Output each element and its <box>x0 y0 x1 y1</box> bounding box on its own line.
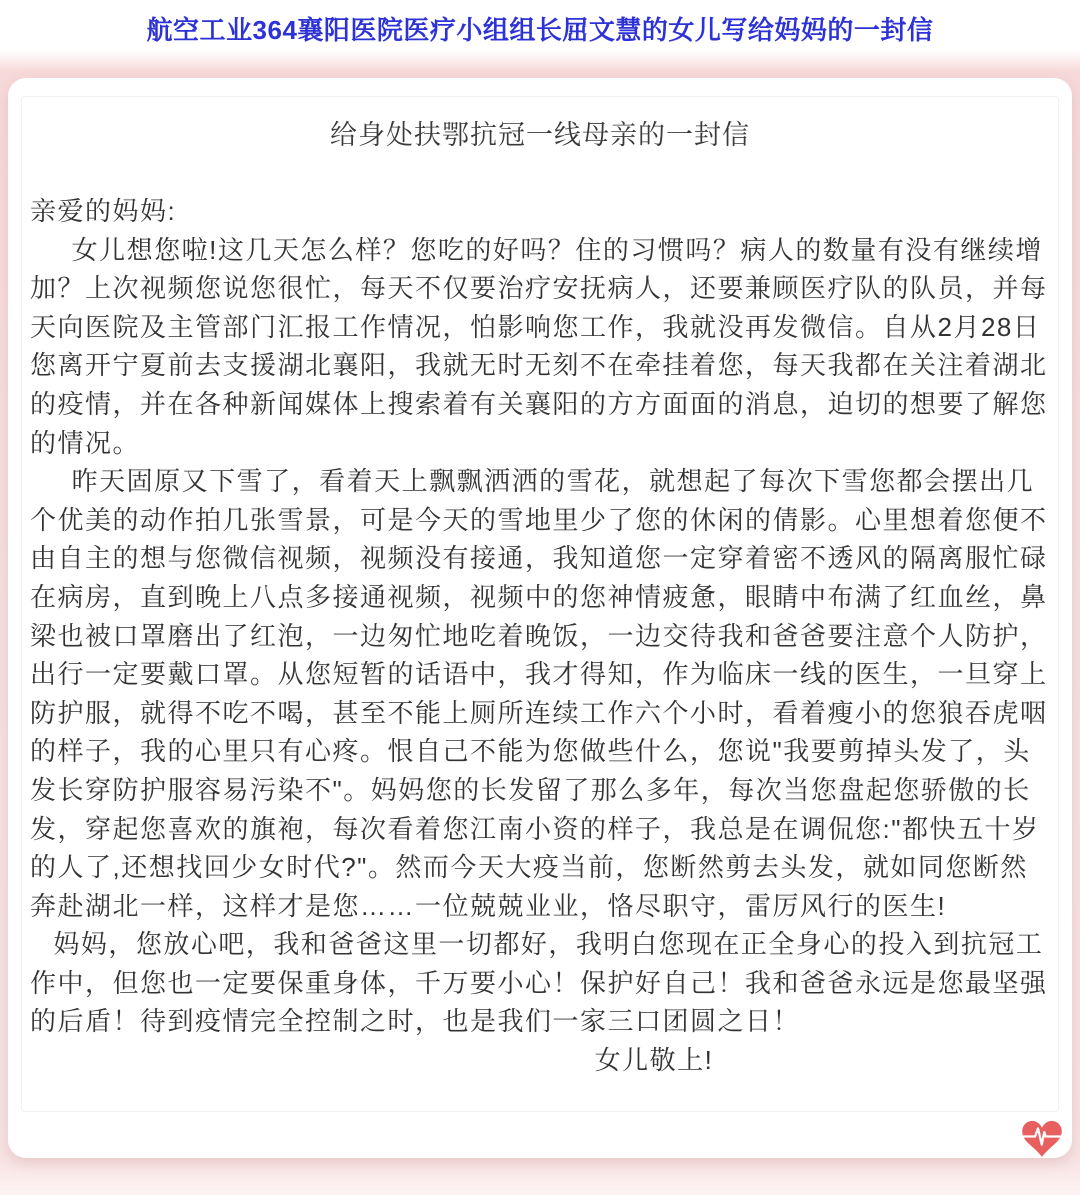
letter-paragraph-3: 妈妈，您放心吧，我和爸爸这里一切都好，我明白您现在正全身心的投入到抗冠工作中，但您也一定要保重身体，千万要小心！保护好自己！我和爸爸永远是您最坚强的后盾！待到疫情完全控制之时，也是我们一家三口团圆之日！ <box>30 929 1048 1037</box>
letter-heading: 给身处扶鄂抗冠一线母亲的一封信 <box>330 120 750 150</box>
letter-body <box>30 192 1050 1080</box>
letter-salutation: 亲爱的妈妈: <box>30 196 177 226</box>
letter-signature: 女儿敬上! <box>594 1045 714 1076</box>
letter-card <box>8 78 1072 1158</box>
letter-paragraph-2: 昨天固原又下雪了，看着天上飘飘洒洒的雪花，就想起了每次下雪您都会摆出几个优美的动作拍几张雪景，可是今天的雪地里少了您的休闲的倩影。心里想着您便不由自主的想与您微信视频，视频没有接通，我知道您一定穿着密不透风的隔离服忙碌在病房，直到晚上八点多接通视频，视频中的您神情疲惫，眼睛中布满了红血丝，鼻梁也被口罩磨出了红泡，一边匆忙地吃着晚饭，一边交待我和爸爸要注意个人防护，出行一定要戴口罩。从您短暂的话语中，我才得知，作为临床一线的医生，一旦穿上防护服，就得不吃不喝，甚至不能上厕所连续工作六个小时，看着瘦小的您狼吞虎咽的样子，我的心里只有心疼。恨自己不能为您做些什么，您说"我要剪掉头发了，头发长穿防护服容易污染不"。妈妈您的长发留了那么多年，每次当您盘起您骄傲的长发，穿起您喜欢的旗袍，每次看着您江南小资的样子，我总是在调侃您:"都快五十岁的人了,还想找回少女时代?"。然而今天大疫当前，您断然剪去头发，就如同您断然奔赴湖北一样，这样才是您……一位兢兢业业，恪尽职守，雷厉风行的医生! <box>30 466 1048 921</box>
page-title: 航空工业364襄阳医院医疗小组组长屈文慧的女儿写给妈妈的一封信 <box>146 15 934 45</box>
letter-paragraph-1: 女儿想您啦!这几天怎么样？您吃的好吗？住的习惯吗？病人的数量有没有继续增加？上次视频您说您很忙，每天不仅要治疗安抚病人，还要兼顾医疗队的队员，并每天向医院及主管部门汇报工作情况，怕影响您工作，我就没再发微信。自从2月28日您离开宁夏前去支援湖北襄阳，我就无时无刻不在牵挂着您，每天我都在关注着湖北的疫情，并在各种新闻媒体上搜索着有关襄阳的方方面面的消息，迫切的想要了解您的情况。 <box>30 234 1048 458</box>
heartbeat-heart-icon <box>1022 1120 1062 1158</box>
letter-paper <box>21 96 1059 1112</box>
